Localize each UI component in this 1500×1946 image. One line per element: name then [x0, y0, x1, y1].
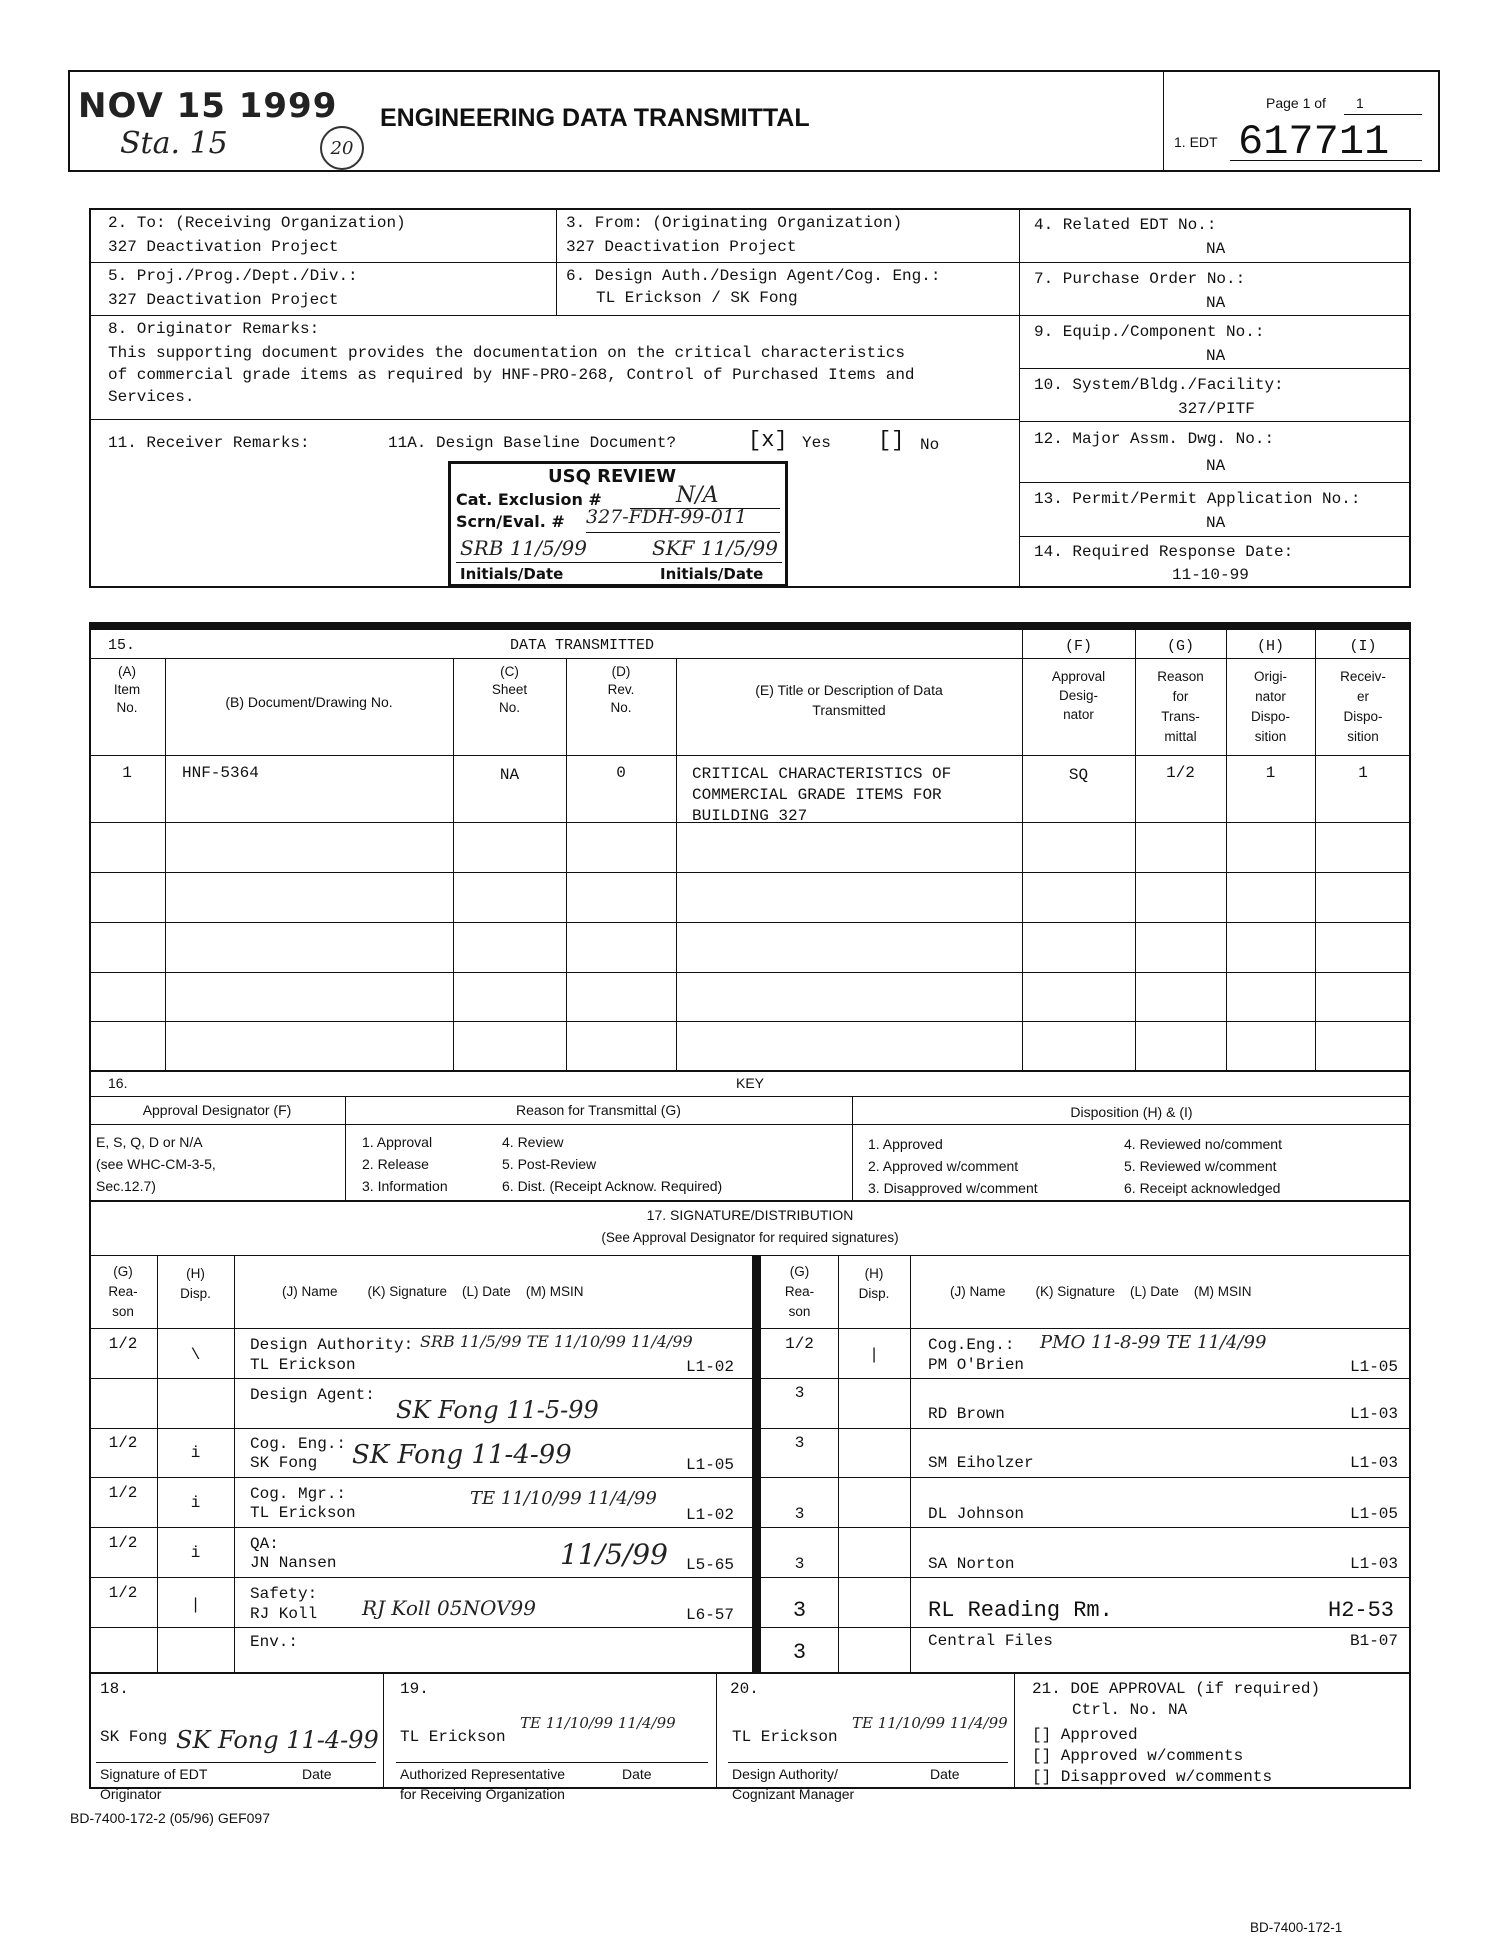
header-orig-l1: Origi- — [1254, 669, 1287, 684]
col-letter-f: (F) — [1064, 638, 1092, 655]
header-document-no: (B) Document/Drawing No. — [225, 694, 393, 710]
block18-caption-1: Signature of EDT — [100, 1766, 208, 1782]
sig-right-head-g — [761, 1262, 838, 1322]
bottom-col-2 — [716, 1674, 717, 1789]
originator-remarks-label: 8. Originator Remarks: — [108, 320, 320, 338]
rcol-row5 — [1019, 482, 1411, 483]
key-approval-head: Approval Designator (F) — [142, 1102, 292, 1118]
rcol-row3 — [1019, 368, 1411, 369]
header-approval-l3: nator — [1063, 707, 1094, 722]
sig-left-6-role: Safety: — [250, 1585, 318, 1603]
sig-left-6-disp: | — [190, 1596, 201, 1614]
header-sheet-no — [453, 663, 566, 717]
header-approval-l2: Desig- — [1058, 688, 1098, 703]
received-stamp-date: NOV 15 1999 — [78, 86, 338, 126]
header-reason-l1: Reason — [1157, 669, 1204, 684]
baseline-no-label: No — [920, 436, 940, 454]
originator-remarks-line1: This supporting document provides the documentation on the critical characteristics — [108, 344, 905, 362]
header-rev-no-l3: No. — [610, 700, 632, 715]
sig-left-head-g-l2: Rea- — [108, 1284, 138, 1299]
block18-label: 18. — [100, 1680, 129, 1698]
baseline-label: 11A. Design Baseline Document? — [388, 434, 677, 452]
row1-title-l2: COMMERCIAL GRADE ITEMS FOR — [692, 786, 942, 804]
header-orig-l4: sition — [1254, 729, 1287, 744]
from-label: 3. From: (Originating Organization) — [566, 214, 903, 232]
form-number-left: BD-7400-172-2 (05/96) GEF097 — [70, 1810, 270, 1826]
system-value: 327/PITF — [1178, 400, 1255, 418]
received-stamp-station: Sta. 15 — [120, 126, 228, 161]
rcol-row2 — [1019, 315, 1411, 316]
data-col-de — [676, 658, 677, 1072]
usq-scrn-underline — [586, 532, 780, 533]
row1-item: 1 — [122, 764, 132, 782]
related-edt-label: 4. Related EDT No.: — [1034, 216, 1217, 234]
data-table-title-rule — [89, 658, 1411, 659]
sig-right-head-h-l1: (H) — [864, 1266, 884, 1281]
sig-left-6-signature[interactable]: RJ Koll 05NOV99 — [362, 1596, 536, 1620]
header-sheet-no-l2: Sheet — [491, 682, 528, 697]
permit-label: 13. Permit/Permit Application No.: — [1034, 490, 1361, 508]
sig-right-1-msin: L1-05 — [1350, 1358, 1399, 1376]
edt-number: 617711 — [1238, 118, 1390, 166]
sig-right-3-reason: 3 — [794, 1434, 805, 1452]
block18-signature[interactable]: SK Fong 11-4-99 — [176, 1726, 379, 1754]
sig-left-col-2 — [234, 1255, 235, 1674]
sig-right-5-msin: L1-03 — [1350, 1555, 1399, 1573]
receiver-remarks-label: 11. Receiver Remarks: — [108, 434, 310, 452]
data-table-title: DATA TRANSMITTED — [510, 637, 655, 654]
usq-initials-2: SKF 11/5/99 — [652, 536, 778, 560]
row1-title — [692, 764, 951, 827]
header-item-no-l1: (A) — [118, 664, 136, 679]
sig-left-3-role: Cog. Eng.: — [250, 1435, 347, 1453]
permit-value: NA — [1206, 514, 1226, 532]
sig-left-4-reason: 1/2 — [108, 1484, 138, 1502]
key-disp-1: 1. Approved — [868, 1136, 943, 1152]
key-reason-2: 2. Release — [362, 1156, 429, 1172]
key-disp-6: 6. Receipt acknowledged — [1124, 1180, 1281, 1196]
design-auth-label: 6. Design Auth./Design Agent/Cog. Eng.: — [566, 267, 941, 285]
bottom-col-1 — [383, 1674, 384, 1789]
data-row-rule-2 — [89, 872, 1411, 873]
block19-name: TL Erickson — [400, 1728, 506, 1746]
key-approval-l1: E, S, Q, D or N/A — [96, 1134, 203, 1150]
sig-left-head-g-l3: son — [112, 1304, 134, 1319]
data-section-number: 15. — [108, 637, 136, 654]
sig-left-5-signature[interactable]: 11/5/99 — [560, 1538, 668, 1571]
block20-date: Date — [930, 1766, 960, 1782]
sig-left-head-h-l2: Disp. — [180, 1286, 211, 1301]
sig-left-3-msin: L1-05 — [686, 1456, 735, 1474]
block19-caption-2: for Receiving Organization — [400, 1786, 565, 1802]
sig-left-3-name: SK Fong — [250, 1454, 318, 1472]
sig-right-7-reason: 3 — [792, 1640, 807, 1665]
header-reason-l4: mittal — [1164, 729, 1197, 744]
purchase-order-label: 7. Purchase Order No.: — [1034, 270, 1246, 288]
header-title-desc — [676, 680, 1022, 720]
originator-remarks-line2: of commercial grade items as required by HNF-PRO-268, Control of Purchased Items and — [108, 366, 915, 384]
baseline-no-checkbox[interactable]: [] — [878, 428, 905, 453]
sig-left-1-signature[interactable]: SRB 11/5/99 TE 11/10/99 11/4/99 — [420, 1332, 693, 1351]
fields-divider-right — [1019, 208, 1020, 588]
sig-left-5-disp: i — [190, 1544, 201, 1562]
sig-right-head-g-l3: son — [788, 1304, 811, 1319]
usq-scrn-value: 327-FDH-99-011 — [586, 506, 747, 528]
usq-initials-label-2: Initials/Date — [660, 565, 764, 583]
header-title-desc-l1: (E) Title or Description of Data — [755, 682, 943, 698]
key-disp-4: 4. Reviewed no/comment — [1124, 1136, 1282, 1152]
to-value: 327 Deactivation Project — [108, 238, 339, 256]
sig-row-rule-6 — [89, 1627, 1411, 1628]
stamp-circle — [320, 126, 364, 170]
sig-right-7-name: Central Files — [928, 1632, 1053, 1650]
block20-caption-2: Cognizant Manager — [732, 1786, 855, 1802]
proj-label: 5. Proj./Prog./Dept./Div.: — [108, 267, 358, 285]
key-disp-head: Disposition (H) & (I) — [1070, 1104, 1193, 1120]
sig-row-rule-2 — [89, 1428, 1411, 1429]
equip-value: NA — [1206, 347, 1226, 365]
stamp-circle-number: 20 — [330, 138, 354, 159]
sig-left-3-signature[interactable]: SK Fong 11-4-99 — [352, 1440, 572, 1470]
header-approval-designator — [1022, 667, 1135, 724]
sig-row-rule-1 — [89, 1378, 1411, 1379]
fields-row3 — [89, 419, 1019, 420]
data-row-rule-3 — [89, 922, 1411, 923]
response-date-value: 11-10-99 — [1172, 566, 1249, 584]
block18-rule — [96, 1762, 376, 1763]
sig-left-6-name: RJ Koll — [250, 1605, 318, 1623]
data-row-rule-5 — [89, 1021, 1411, 1022]
equip-label: 9. Equip./Component No.: — [1034, 323, 1265, 341]
key-approval-list — [96, 1131, 216, 1197]
header-recv-l4: sition — [1347, 729, 1379, 744]
header-orig-l2: nator — [1255, 689, 1286, 704]
sig-left-head-g-l1: (G) — [113, 1264, 133, 1279]
key-reason-list-1 — [362, 1131, 448, 1197]
col-letter-g: (G) — [1166, 638, 1194, 655]
row1-sheet: NA — [499, 766, 520, 784]
key-reason-head: Reason for Transmittal (G) — [516, 1102, 681, 1118]
header-sheet-no-l1: (C) — [500, 664, 519, 679]
edt-label: 1. EDT — [1174, 134, 1218, 150]
key-head-rule — [89, 1124, 1411, 1125]
header-reason-l2: for — [1172, 689, 1189, 704]
rcol-row4 — [1019, 421, 1411, 422]
row1-orig-disp: 1 — [1265, 764, 1276, 782]
baseline-yes-checkbox[interactable]: [x] — [748, 428, 788, 453]
key-reason-1: 1. Approval — [362, 1134, 433, 1150]
header-reason — [1135, 667, 1226, 747]
sig-left-head-h-l1: (H) — [186, 1266, 205, 1281]
signature-title: 17. SIGNATURE/DISTRIBUTION — [646, 1207, 854, 1223]
header-receiver-disp — [1315, 667, 1411, 747]
header-rev-no-l2: Rev. — [607, 682, 635, 697]
page-title: ENGINEERING DATA TRANSMITTAL — [380, 104, 810, 132]
rcol-row6 — [1019, 536, 1411, 537]
key-approval-l3: Sec.12.7) — [96, 1178, 156, 1194]
usq-title: USQ REVIEW — [548, 466, 677, 487]
sig-left-head-g — [89, 1262, 157, 1322]
header-item-no — [89, 663, 165, 717]
block21-ctrl-no: Ctrl. No. NA — [1072, 1701, 1188, 1719]
header-divider — [1163, 70, 1164, 172]
block19-signature[interactable]: TE 11/10/99 11/4/99 — [520, 1714, 676, 1732]
sig-left-5-name: JN Nansen — [250, 1554, 337, 1572]
usq-initials-1: SRB 11/5/99 — [460, 536, 587, 560]
header-title-desc-l2: Transmitted — [812, 702, 886, 718]
key-section-number: 16. — [108, 1075, 128, 1091]
page-count-underline — [1344, 114, 1422, 115]
row1-rev: 0 — [616, 764, 626, 782]
row1-title-l3: BUILDING 327 — [692, 807, 808, 825]
sig-right-3-name: SM Eiholzer — [928, 1454, 1034, 1472]
header-orig-l3: Dispo- — [1250, 709, 1290, 724]
key-reason-list-2 — [502, 1131, 722, 1197]
sig-right-head-h — [838, 1264, 910, 1304]
sig-right-col-2 — [910, 1255, 911, 1674]
system-label: 10. System/Bldg./Facility: — [1034, 376, 1284, 394]
data-col-ab — [165, 658, 166, 1072]
block20-rule — [728, 1762, 1008, 1763]
usq-cat-value: N/A — [676, 483, 719, 508]
sig-left-6-reason: 1/2 — [108, 1584, 138, 1602]
purchase-order-value: NA — [1206, 294, 1226, 312]
sig-left-1-role: Design Authority: — [250, 1336, 414, 1354]
key-reason-6: 6. Dist. (Receipt Acknow. Required) — [502, 1178, 723, 1194]
sig-right-2-name: RD Brown — [928, 1405, 1005, 1423]
sig-right-1-name: PM O'Brien — [928, 1356, 1025, 1374]
proj-value: 327 Deactivation Project — [108, 291, 339, 309]
sig-left-4-disp: i — [190, 1494, 201, 1512]
key-disp-2: 2. Approved w/comment — [868, 1158, 1019, 1174]
sig-row-rule-4 — [89, 1527, 1411, 1528]
sig-right-5-name: SA Norton — [928, 1555, 1015, 1573]
sig-right-2-reason: 3 — [794, 1384, 805, 1402]
sig-right-1-reason: 1/2 — [785, 1335, 814, 1353]
block19-label: 19. — [400, 1680, 429, 1698]
sig-left-2-signature[interactable]: SK Fong 11-5-99 — [396, 1396, 599, 1424]
page-count-total: 1 — [1356, 95, 1364, 111]
edt-underline — [1230, 160, 1422, 161]
sig-left-7-role: Env.: — [250, 1633, 299, 1651]
block20-caption-1: Design Authority/ — [732, 1766, 838, 1782]
fields-row2 — [89, 315, 1019, 316]
block19-rule — [396, 1762, 708, 1763]
key-disp-list-1 — [868, 1133, 1038, 1199]
block20-name: TL Erickson — [732, 1728, 838, 1746]
sig-left-5-reason: 1/2 — [108, 1534, 138, 1552]
form-number-right: BD-7400-172-1 — [1250, 1920, 1343, 1935]
baseline-yes-label: Yes — [802, 434, 831, 452]
key-reason-3: 3. Information — [362, 1178, 448, 1194]
signature-center-bar — [752, 1255, 761, 1674]
col-letter-h: (H) — [1256, 638, 1284, 655]
header-sheet-no-l3: No. — [498, 700, 520, 715]
sig-left-1-msin: L1-02 — [686, 1358, 735, 1376]
sig-left-3-disp: i — [190, 1444, 201, 1462]
row1-doc[interactable]: HNF-5364 — [182, 764, 259, 782]
sig-right-7-msin: B1-07 — [1350, 1632, 1399, 1650]
sig-right-4-reason: 3 — [794, 1505, 805, 1523]
sig-right-col-1 — [838, 1255, 839, 1674]
header-reason-l3: Trans- — [1161, 709, 1200, 724]
header-rev-no-l1: (D) — [611, 664, 631, 679]
sig-right-4-msin: L1-05 — [1350, 1505, 1399, 1523]
block19-caption-1: Authorized Representative — [400, 1766, 565, 1782]
key-disp-list-2 — [1124, 1133, 1282, 1199]
sig-right-head-g-l1: (G) — [789, 1264, 810, 1279]
sig-left-5-role: QA: — [250, 1535, 279, 1553]
block19-date: Date — [622, 1766, 652, 1782]
fields-row1 — [89, 262, 1019, 263]
sig-left-1-reason: 1/2 — [108, 1335, 138, 1353]
header-item-no-l3: No. — [116, 700, 138, 715]
related-edt-value: NA — [1206, 240, 1226, 258]
data-table-header-rule — [89, 755, 1411, 756]
block20-label: 20. — [730, 1680, 759, 1698]
sig-right-head-cols: (J) Name (K) Signature (L) Date (M) MSIN — [950, 1284, 1252, 1299]
key-reason-4: 4. Review — [502, 1134, 564, 1150]
sig-right-6-reason: 3 — [792, 1598, 807, 1623]
key-title: KEY — [735, 1075, 764, 1091]
row1-approval: SQ — [1068, 766, 1089, 784]
block21-approved-comments[interactable]: [] Approved w/comments — [1032, 1747, 1244, 1765]
sig-row-rule-5 — [89, 1577, 1411, 1578]
sig-left-head-cols: (J) Name (K) Signature (L) Date (M) MSIN — [282, 1284, 584, 1299]
sig-right-3-msin: L1-03 — [1350, 1454, 1399, 1472]
originator-remarks-line3: Services. — [108, 388, 195, 406]
sig-right-head-h-l2: Disp. — [858, 1286, 890, 1301]
sig-right-6-msin: H2-53 — [1328, 1598, 1395, 1623]
header-recv-l1: Receiv- — [1340, 669, 1386, 684]
key-reason-5: 5. Post-Review — [502, 1156, 597, 1172]
signature-subtitle: (See Approval Designator for required signatures) — [601, 1230, 899, 1245]
header-item-no-l2: Item — [113, 682, 141, 697]
sig-right-1-disp: | — [869, 1346, 879, 1364]
block18-date: Date — [302, 1766, 332, 1782]
page-count-label: Page 1 of — [1266, 95, 1326, 111]
sig-right-6-name: RL Reading Rm. — [928, 1598, 1113, 1623]
to-label: 2. To: (Receiving Organization) — [108, 214, 406, 232]
sig-row-rule-3 — [89, 1477, 1411, 1478]
header-originator-disp — [1226, 667, 1315, 747]
signature-head-rule — [89, 1328, 1411, 1329]
block18-caption-2: Originator — [100, 1786, 162, 1802]
bottom-col-3 — [1014, 1674, 1015, 1789]
data-row-rule-4 — [89, 972, 1411, 973]
sig-left-5-msin: L5-65 — [686, 1556, 735, 1574]
header-recv-l2: er — [1356, 689, 1369, 704]
from-value: 327 Deactivation Project — [566, 238, 797, 256]
sig-left-3-reason: 1/2 — [108, 1434, 138, 1452]
header-rev-no — [566, 663, 676, 717]
sig-left-6-msin: L6-57 — [686, 1606, 735, 1624]
key-approval-l2: (see WHC-CM-3-5, — [96, 1156, 216, 1172]
block21-label: 21. DOE APPROVAL (if required) — [1032, 1680, 1321, 1698]
sig-right-2-msin: L1-03 — [1350, 1405, 1399, 1423]
signature-head-rule-top — [89, 1255, 1411, 1256]
response-date-label: 14. Required Response Date: — [1034, 543, 1294, 561]
header-approval-l1: Approval — [1051, 669, 1106, 684]
sig-left-4-msin: L1-02 — [686, 1506, 735, 1524]
block20-signature[interactable]: TE 11/10/99 11/4/99 — [852, 1714, 1008, 1732]
block18-name: SK Fong — [100, 1728, 168, 1746]
row1-title-l1: CRITICAL CHARACTERISTICS OF — [692, 765, 952, 783]
sig-right-1-role: Cog.Eng.: — [928, 1336, 1015, 1354]
sig-right-5-reason: 3 — [794, 1555, 805, 1573]
key-disp-5: 5. Reviewed w/comment — [1124, 1158, 1277, 1174]
sig-left-4-signature[interactable]: TE 11/10/99 11/4/99 — [470, 1488, 657, 1509]
row1-recv-disp: 1 — [1358, 764, 1368, 782]
data-col-bc — [453, 658, 454, 1072]
data-col-cd — [566, 658, 567, 1072]
block21-approved[interactable]: [] Approved — [1032, 1726, 1138, 1744]
col-letter-i: (I) — [1349, 638, 1377, 655]
key-title-rule — [89, 1096, 1411, 1097]
sig-right-head-g-l2: Rea- — [784, 1284, 815, 1299]
usq-initials-label-1: Initials/Date — [460, 565, 564, 583]
sig-left-1-disp: \ — [190, 1346, 201, 1364]
row1-reason: 1/2 — [1166, 764, 1195, 782]
sig-left-head-h — [157, 1264, 234, 1304]
assm-value: NA — [1206, 457, 1226, 475]
usq-initials-underline — [456, 562, 782, 563]
usq-cat-label: Cat. Exclusion # — [456, 490, 602, 509]
header-recv-l3: Dispo- — [1343, 709, 1383, 724]
sig-left-1-name: TL Erickson — [250, 1356, 356, 1374]
key-disp-3: 3. Disapproved w/comment — [868, 1180, 1038, 1196]
assm-label: 12. Major Assm. Dwg. No.: — [1034, 430, 1275, 448]
design-auth-value: TL Erickson / SK Fong — [596, 289, 798, 307]
sig-right-4-name: DL Johnson — [928, 1505, 1025, 1523]
block21-disapproved-comments[interactable]: [] Disapproved w/comments — [1032, 1768, 1273, 1786]
sig-left-4-name: TL Erickson — [250, 1504, 356, 1522]
sig-left-2-role: Design Agent: — [250, 1386, 375, 1404]
sig-right-1-signature[interactable]: PMO 11-8-99 TE 11/4/99 — [1040, 1332, 1267, 1353]
sig-left-4-role: Cog. Mgr.: — [250, 1485, 347, 1503]
usq-scrn-label: Scrn/Eval. # — [456, 512, 565, 531]
rcol-row1 — [1019, 262, 1411, 263]
